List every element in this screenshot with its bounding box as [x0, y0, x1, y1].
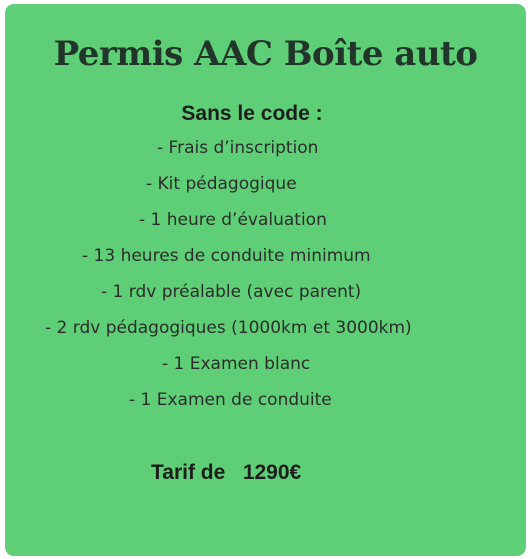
offer-subtitle: Sans le code :	[181, 102, 323, 125]
price-line	[151, 459, 301, 487]
list-item: - 1 Examen de conduite	[129, 390, 332, 410]
price-label: Tarif de	[151, 461, 226, 484]
list-item: - 1 heure d’évaluation	[139, 210, 327, 230]
list-item: - Kit pédagogique	[146, 174, 297, 194]
list-item: - 1 Examen blanc	[162, 354, 311, 374]
offer-card	[5, 4, 526, 556]
list-item: - 1 rdv préalable (avec parent)	[101, 282, 362, 302]
list-item: - Frais d’inscription	[157, 138, 319, 158]
price-value: 1290€	[242, 461, 302, 484]
list-item: - 2 rdv pédagogiques (1000km et 3000km)	[45, 318, 412, 338]
list-item: - 13 heures de conduite minimum	[82, 246, 371, 266]
offer-title: Permis AAC Boîte auto	[53, 34, 478, 74]
